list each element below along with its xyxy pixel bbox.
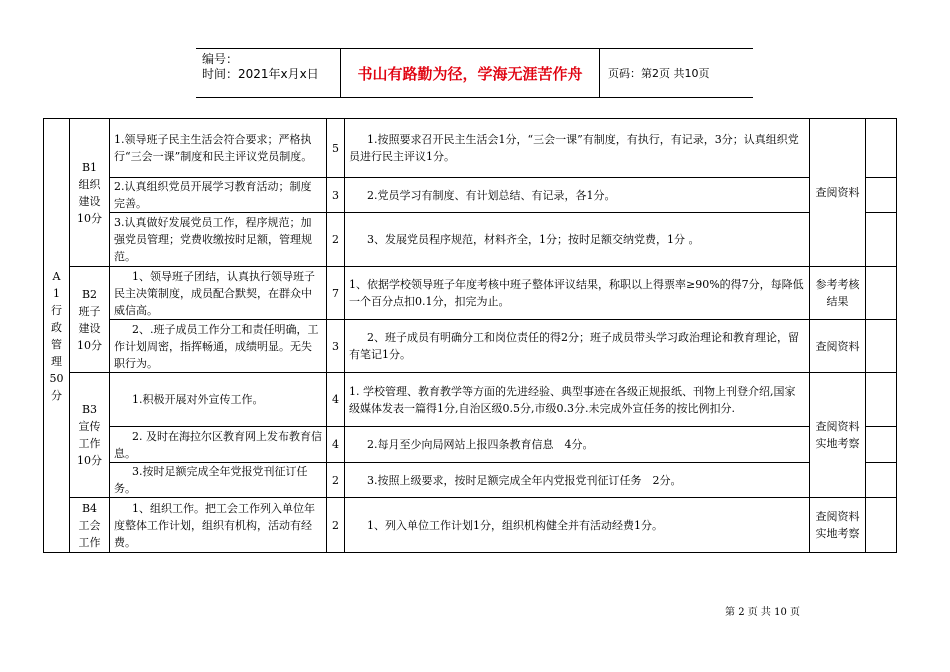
criteria-cell: 2.党员学习有制度、有计划总结、有记录，各1分。	[345, 178, 810, 213]
content-cell: 2、.班子成员工作分工和责任明确，工作计划周密，指挥畅通，成绩明显。无失职行为。	[110, 320, 327, 373]
content-cell: 3.认真做好发展党员工作，程序规范；加强党员管理；党费收缴按时足额，管理规范。	[110, 213, 327, 267]
table-row	[44, 373, 897, 427]
criteria-cell: 2.每月至少向局网站上报四条教育信息 4分。	[345, 427, 810, 463]
table-row	[44, 320, 897, 373]
blank-cell	[866, 427, 897, 463]
category-b2-cell: B2 班子 建设 10分	[70, 267, 110, 373]
doc-time-label: 时间：2021年x月x日	[202, 67, 319, 81]
method-cell: 查阅资料	[810, 320, 866, 373]
criteria-cell: 2、班子成员有明确分工和岗位责任的得2分；班子成员带头学习政治理论和教育理论，留有笔记1分。	[345, 320, 810, 373]
table-row	[44, 178, 897, 213]
blank-cell	[866, 463, 897, 498]
category-b3-cell: B3 宣传 工作 10分	[70, 373, 110, 498]
criteria-cell: 1.按照要求召开民主生活会1分，“三会一课”有制度，有执行，有记录，3分；认真组织党员进行民主评议1分。	[345, 119, 810, 178]
table-row	[44, 498, 897, 553]
score-cell: 4	[327, 373, 345, 427]
blank-cell	[866, 119, 897, 178]
header-page-cell	[600, 49, 753, 97]
table-row	[44, 427, 897, 463]
table-row	[44, 267, 897, 320]
criteria-cell: 1、列入单位工作计划1分，组织机构健全并有活动经费1分。	[345, 498, 810, 553]
criteria-cell: 1、依据学校领导班子年度考核中班子整体评议结果，称职以上得票率≥90%的得7分，每降低一个百分点扣0.1分，扣完为止。	[345, 267, 810, 320]
header-page-label: 页码：第2页 共10页	[608, 67, 710, 80]
document-header	[196, 48, 753, 98]
blank-cell	[866, 267, 897, 320]
blank-cell	[866, 213, 897, 267]
header-motto-cell	[341, 49, 600, 97]
method-cell: 参考考核结果	[810, 267, 866, 320]
score-cell: 2	[327, 498, 345, 553]
content-cell: 2. 及时在海拉尔区教育网上发布教育信息。	[110, 427, 327, 463]
method-cell: 查阅资料	[810, 119, 866, 267]
blank-cell	[866, 498, 897, 553]
category-b1-cell: B1 组织 建设 10分	[70, 119, 110, 267]
blank-cell	[866, 373, 897, 427]
method-cell: 查阅资料实地考察	[810, 373, 866, 498]
content-cell: 2.认真组织党员开展学习教育活动；制度完善。	[110, 178, 327, 213]
score-cell: 2	[327, 463, 345, 498]
content-cell: 1.积极开展对外宣传工作。	[110, 373, 327, 427]
content-cell: 3.按时足额完成全年党报党刊征订任务。	[110, 463, 327, 498]
score-cell: 3	[327, 178, 345, 213]
content-cell: 1、组织工作。把工会工作列入单位年度整体工作计划，组织有机构，活动有经费。	[110, 498, 327, 553]
criteria-cell: 3、发展党员程序规范，材料齐全，1分；按时足额交纳党费，1分 。	[345, 213, 810, 267]
score-cell: 2	[327, 213, 345, 267]
score-cell: 7	[327, 267, 345, 320]
blank-cell	[866, 320, 897, 373]
header-meta-cell	[196, 49, 341, 97]
content-cell: 1.领导班子民主生活会符合要求；严格执行“三会一课”制度和民主评议党员制度。	[110, 119, 327, 178]
method-cell: 查阅资料实地考察	[810, 498, 866, 553]
category-b4-cell: B4 工会 工作	[70, 498, 110, 553]
evaluation-table	[43, 118, 897, 553]
table-row	[44, 463, 897, 498]
score-cell: 4	[327, 427, 345, 463]
doc-number-label: 编号：	[202, 52, 239, 66]
blank-cell	[866, 178, 897, 213]
criteria-cell: 3.按照上级要求，按时足额完成全年内党报党刊征订任务 2分。	[345, 463, 810, 498]
score-cell: 5	[327, 119, 345, 178]
content-cell: 1、领导班子团结，认真执行领导班子民主决策制度，成员配合默契，在群众中威信高。	[110, 267, 327, 320]
category-a1-cell: A 1 行 政 管 理 50 分	[44, 119, 70, 553]
table-row	[44, 213, 897, 267]
motto-text: 书山有路勤为径，学海无涯苦作舟	[357, 64, 583, 83]
page-footer: 第 2 页 共 10 页	[725, 607, 800, 618]
table-row	[44, 119, 897, 178]
criteria-cell: 1. 学校管理、教育教学等方面的先进经验、典型事迹在各级正规报纸、刊物上刊登介绍,国家级媒体发表一篇得1分,自治区级0.5分,市级0.3分.未完成外宣任务的按比例扣分.	[345, 373, 810, 427]
score-cell: 3	[327, 320, 345, 373]
